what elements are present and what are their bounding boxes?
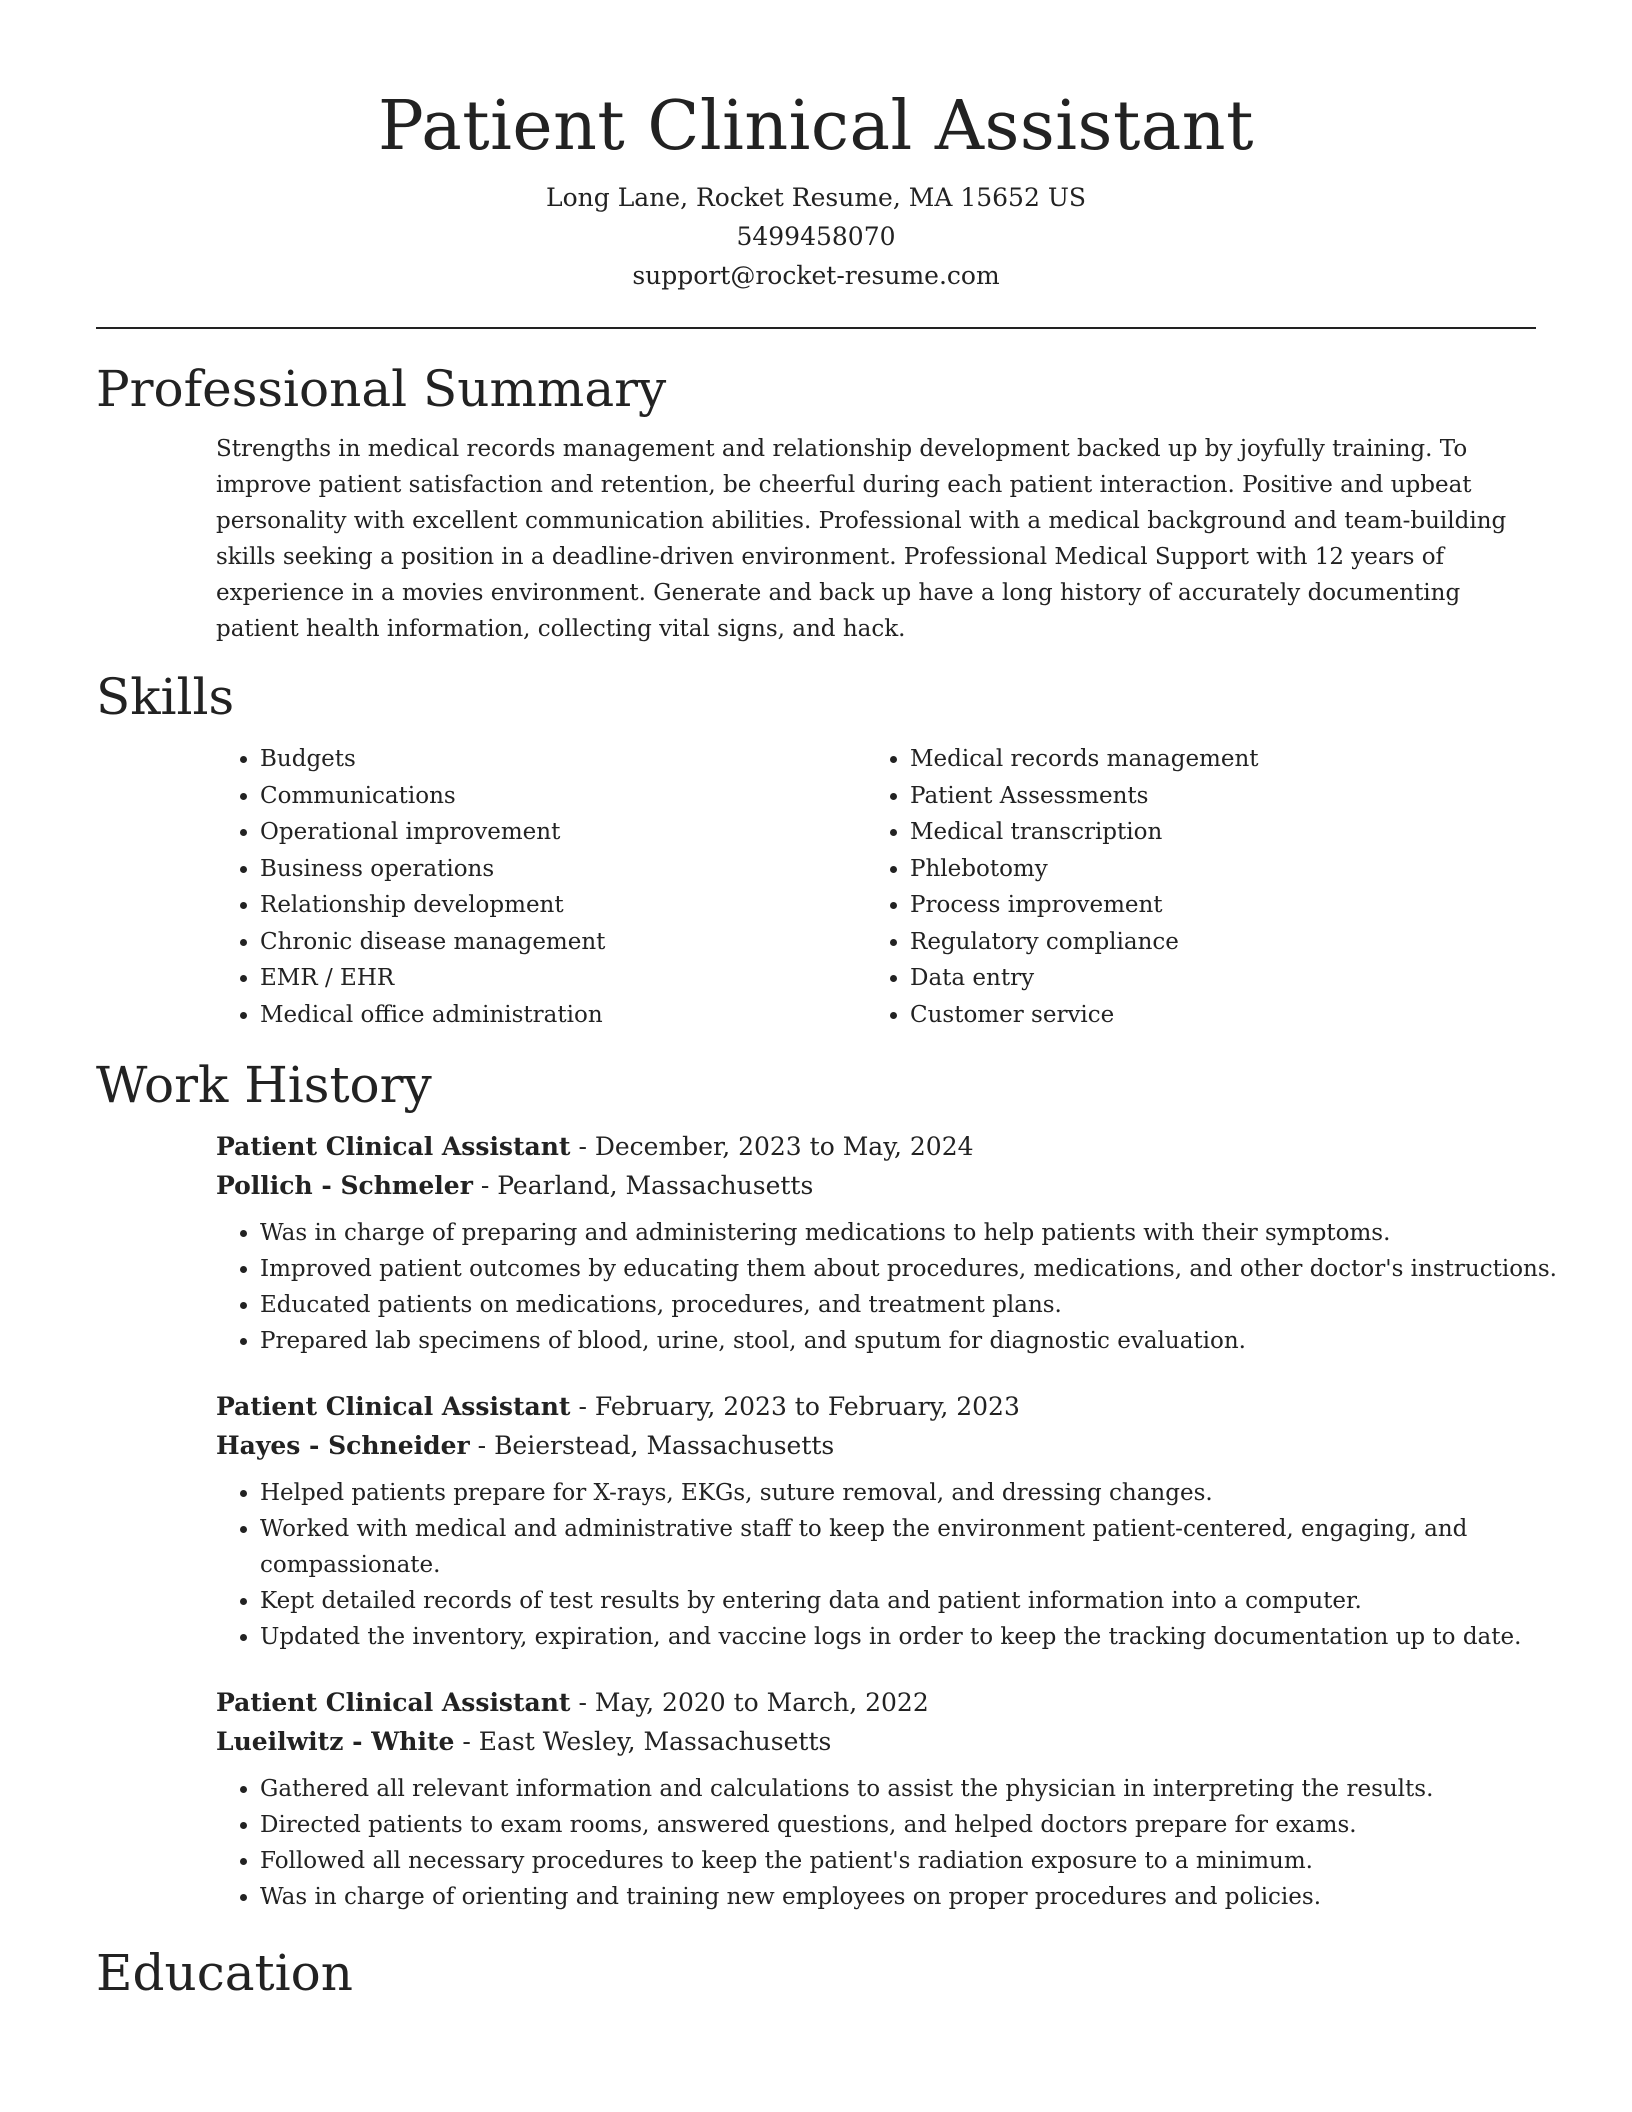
job-bullet: • Helped patients prepare for X-rays, EKGs, suture removal, and dressing changes.: [260, 1475, 1560, 1511]
skills-column-right: [866, 741, 1516, 1033]
job-location: East Wesley, Massachusetts: [478, 1727, 832, 1756]
skills-grid: [216, 741, 1536, 1033]
skill-item: • Medical office administration: [260, 997, 866, 1034]
job-dates: February, 2023 to February, 2023: [594, 1392, 1020, 1421]
job-position: Patient Clinical Assistant: [216, 1392, 571, 1421]
job-bullet: • Gathered all relevant information and calculations to assist the physician in interpreting the results.: [260, 1771, 1560, 1807]
separator: -: [578, 1688, 595, 1717]
job-location: Pearland, Massachusetts: [497, 1171, 814, 1200]
job-employer: Pollich - Schmeler: [216, 1171, 473, 1200]
skill-item: • EMR / EHR: [260, 960, 866, 997]
job-bullet: • Improved patient outcomes by educating them about procedures, medications, and other doctor's instructions.: [260, 1251, 1560, 1287]
skill-item: • Budgets: [260, 741, 866, 778]
job-dates: May, 2020 to March, 2022: [594, 1688, 929, 1717]
job-entry: [216, 1683, 1536, 1915]
job-bullet: • Was in charge of orienting and training new employees on proper procedures and policies.: [260, 1879, 1560, 1915]
job-bullet: • Worked with medical and administrative staff to keep the environment patient-centered, engaging, and compassionate.: [260, 1511, 1560, 1583]
job-title-line: [216, 1127, 1536, 1166]
separator: -: [480, 1171, 498, 1200]
skill-item: • Customer service: [910, 997, 1516, 1034]
resume-name: Patient Clinical Assistant: [378, 87, 1254, 166]
skill-item: • Communications: [260, 778, 866, 815]
contact-phone: 5499458070: [736, 222, 896, 251]
job-employer-line: [216, 1426, 1536, 1465]
job-dates: December, 2023 to May, 2024: [594, 1132, 974, 1161]
contact-email: support@rocket-resume.com: [632, 261, 1000, 290]
job-title-line: [216, 1387, 1536, 1426]
job-employer: Lueilwitz - White: [216, 1727, 455, 1756]
skills-heading: Skills: [96, 668, 235, 726]
job-position: Patient Clinical Assistant: [216, 1688, 571, 1717]
skill-item: • Medical transcription: [910, 814, 1516, 851]
contact-address: Long Lane, Rocket Resume, MA 15652 US: [545, 183, 1087, 212]
separator: -: [578, 1132, 595, 1161]
separator: -: [462, 1727, 479, 1756]
job-bullet: • Prepared lab specimens of blood, urine, stool, and sputum for diagnostic evaluation.: [260, 1323, 1560, 1359]
job-employer-line: [216, 1722, 1536, 1761]
job-bullet: • Educated patients on medications, procedures, and treatment plans.: [260, 1287, 1560, 1323]
skill-item: • Phlebotomy: [910, 851, 1516, 888]
skill-item: • Medical records management: [910, 741, 1516, 778]
job-bullet: • Directed patients to exam rooms, answered questions, and helped doctors prepare for exams.: [260, 1807, 1560, 1843]
contact-block: [96, 178, 1536, 295]
job-employer: Hayes - Schneider: [216, 1431, 470, 1460]
job-employer-line: [216, 1166, 1536, 1205]
skill-item: • Business operations: [260, 851, 866, 888]
skill-item: • Regulatory compliance: [910, 924, 1516, 961]
skill-item: • Process improvement: [910, 887, 1516, 924]
education-heading: Education: [96, 1944, 353, 2002]
separator: -: [578, 1392, 595, 1421]
skill-item: • Patient Assessments: [910, 778, 1516, 815]
skill-item: • Operational improvement: [260, 814, 866, 851]
summary-heading: Professional Summary: [96, 360, 667, 418]
separator: -: [477, 1431, 495, 1460]
work-history-heading: Work History: [96, 1056, 432, 1114]
summary-text: Strengths in medical records management and relationship development backed up by joyfully training. To improve patient satisfaction and retention, be cheerful during each patient interaction. Positive and upbeat personality with excellent communication abilities. Professional with a medical background and team-building skills seeking a position in a deadline-driven environment. Professional Medical Support with 12 years of experience in a movies environment. Generate and back up have a long history of accurately documenting patient health information, collecting vital signs, and hack.: [216, 436, 1507, 642]
resume-page: [96, 0, 1557, 2005]
job-position: Patient Clinical Assistant: [216, 1132, 571, 1161]
skills-column-left: [216, 741, 866, 1033]
job-bullet: • Followed all necessary procedures to keep the patient's radiation exposure to a minimum.: [260, 1843, 1560, 1879]
job-bullets: [216, 1475, 1560, 1655]
job-bullet: • Was in charge of preparing and administering medications to help patients with their symptoms.: [260, 1215, 1560, 1251]
job-title-line: [216, 1683, 1536, 1722]
job-bullet: • Updated the inventory, expiration, and vaccine logs in order to keep the tracking documentation up to date.: [260, 1619, 1560, 1655]
skill-item: • Relationship development: [260, 887, 866, 924]
job-location: Beierstead, Massachusetts: [494, 1431, 835, 1460]
header-divider: [96, 327, 1536, 329]
skill-item: • Chronic disease management: [260, 924, 866, 961]
job-bullets: [216, 1771, 1560, 1915]
job-entry: [216, 1387, 1536, 1655]
skill-item: • Data entry: [910, 960, 1516, 997]
job-bullets: [216, 1215, 1560, 1359]
job-bullet: • Kept detailed records of test results by entering data and patient information into a computer.: [260, 1583, 1560, 1619]
job-entry: [216, 1127, 1557, 1359]
